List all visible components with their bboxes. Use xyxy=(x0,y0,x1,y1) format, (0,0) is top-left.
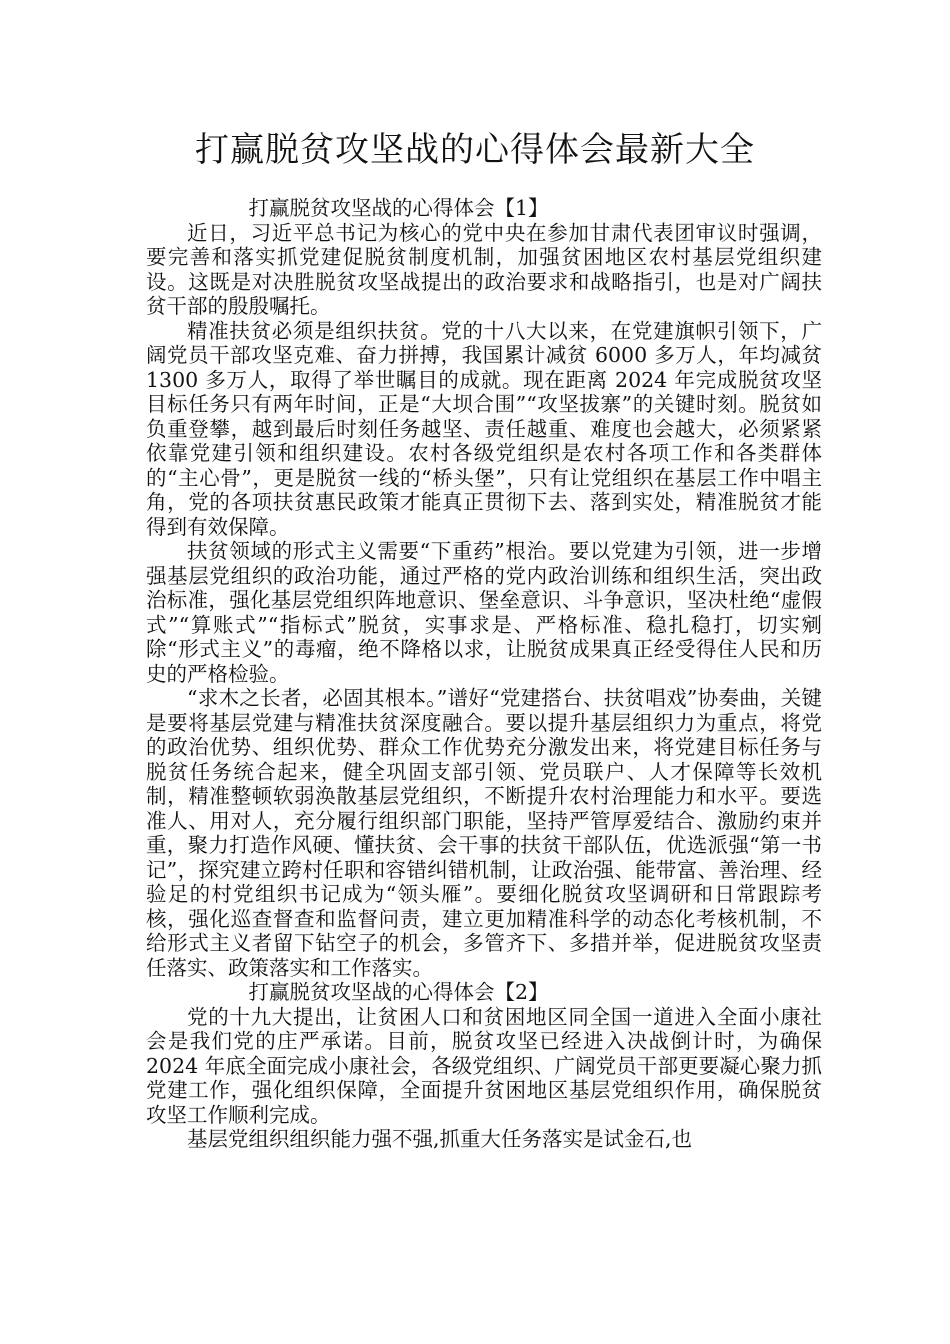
paragraph: “求木之长者，必固其根本。”谱好“党建搭台、扶贫唱戏”协奏曲，关键是要将基层党建与精准扶贫深度融合。要以提升基层组织力为重点，将党的政治优势、组织优势、群众工作优势充分激发出来，将党建目标任务与脱贫任务统合起来，健全巩固支部引领、党员联户、人才保障等长效机制，精准整顿软弱涣散基层党组织，不断提升农村治理能力和水平。要选准人、用对人，充分履行组织部门职能，坚持严管厚爱结合、激励约束并重，聚力打造作风硬、懂扶贫、会干事的扶贫干部队伍，优选派强“第一书记”，探究建立跨村任职和容错纠错机制，让政治强、能带富、善治理、经验足的村党组织书记成为“领头雁”。要细化脱贫攻坚调研和日常跟踪考核，强化巡查督查和监督问责，建立更加精准科学的动态化考核机制，不给形式主义者留下钻空子的机会，多管齐下、多措并举，促进脱贫攻坚责任落实、政策落实和工作落实。 xyxy=(146,686,822,980)
section-heading: 打赢脱贫攻坚战的心得体会【2】 xyxy=(248,980,549,1004)
document-title: 打赢脱贫攻坚战的心得体会最新大全 xyxy=(195,130,755,170)
paragraph: 扶贫领域的形式主义需要“下重药”根治。要以党建为引领，进一步增强基层党组织的政治功能，通过严格的党内政治训练和组织生活，突出政治标准，强化基层党组织阵地意识、堡垒意识、斗争意识，坚决杜绝“虚假式”“算账式”“指标式”脱贫，实事求是、严格标准、稳扎稳打，切实剜除“形式主义”的毒瘤，绝不降格以求，让脱贫成果真正经受得住人民和历史的严格检验。 xyxy=(146,539,822,686)
section-heading: 打赢脱贫攻坚战的心得体会【1】 xyxy=(248,196,549,220)
paragraph: 基层党组织组织能力强不强,抓重大任务落实是试金石,也 xyxy=(187,1127,693,1151)
document-body xyxy=(146,196,822,1152)
paragraph: 精准扶贫必须是组织扶贫。党的十八大以来，在党建旗帜引领下，广阔党员干部攻坚克难、奋力拼搏，我国累计减贫 6000 多万人，年均减贫 1300 多万人，取得了举世瞩目的成就。现在距离 2024 年完成脱贫攻坚目标任务只有两年时间，正是“大坝合围”“攻坚拔寨”的关键时刻。脱贫如负重登攀，越到最后时刻任务越坚、责任越重、难度也会越大，必须紧紧依靠党建引领和组织建设。农村各级党组织是农村各项工作和各类群体的“主心骨”，更是脱贫一线的“桥头堡”，只有让党组织在基层工作中唱主角，党的各项扶贫惠民政策才能真正贯彻下去、落到实处，精准脱贫才能得到有效保障。 xyxy=(146,318,822,539)
paragraph: 党的十九大提出，让贫困人口和贫困地区同全国一道进入全面小康社会是我们党的庄严承诺。目前，脱贫攻坚已经进入决战倒计时，为确保 2024 年底全面完成小康社会，各级党组织、广阔党员干部更要凝心聚力抓党建工作，强化组织保障，全面提升贫困地区基层党组织作用，确保脱贫攻坚工作顺利完成。 xyxy=(146,1004,822,1127)
paragraph: 近日，习近平总书记为核心的党中央在参加甘肃代表团审议时强调，要完善和落实抓党建促脱贫制度机制，加强贫困地区农村基层党组织建设。这既是对决胜脱贫攻坚战提出的政治要求和战略指引，也是对广阔扶贫干部的殷殷嘱托。 xyxy=(146,220,822,318)
